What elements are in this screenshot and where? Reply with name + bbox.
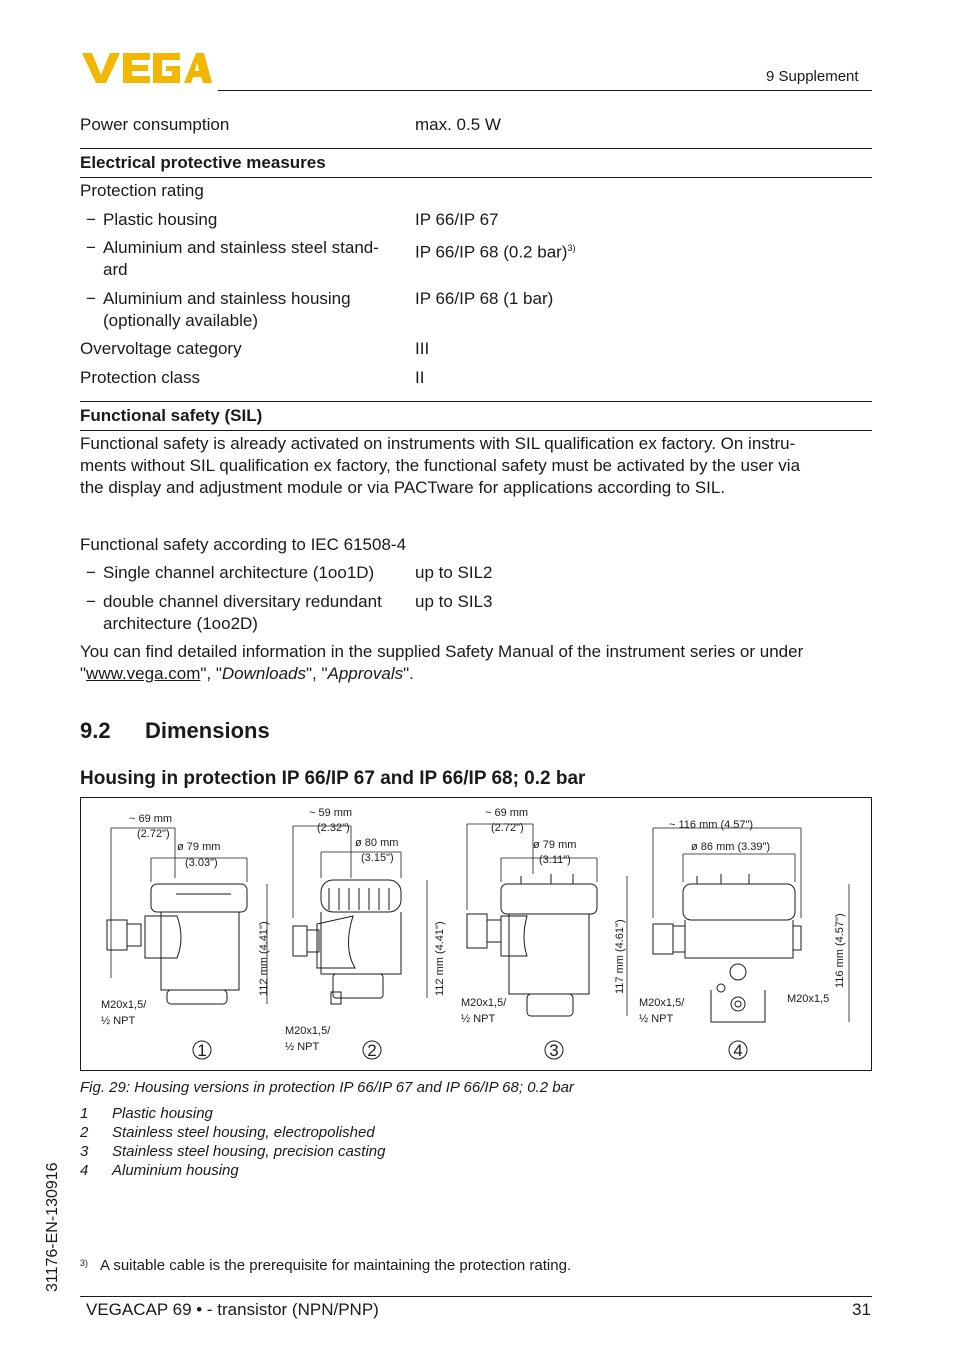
electrical-heading: Electrical protective measures — [80, 153, 326, 172]
figure-box — [80, 797, 872, 1071]
more-info-links: "www.vega.com", "Downloads", "Approvals". — [80, 664, 414, 683]
subheading: Housing in protection IP 66/IP 67 and IP 66/IP 68; 0.2 bar — [80, 768, 586, 789]
h3-dia-inch: (3.11") — [539, 854, 571, 866]
single-value: up to SIL2 — [415, 563, 493, 582]
plastic-housing-drawing — [107, 884, 247, 1004]
h4-height: 116 mm (4.57") — [834, 913, 846, 988]
h4-thread: M20x1,5/ — [639, 997, 685, 1009]
item-label-cont: (optionally available) — [103, 311, 258, 330]
h1-width-inch: (2.72") — [137, 828, 170, 840]
footer-product: VEGACAP 69 • - transistor (NPN/PNP) — [86, 1300, 379, 1319]
rule — [80, 148, 872, 149]
bullet-dash: − — [86, 289, 96, 308]
more-info: You can find detailed information in the supplied Safety Manual of the instrument series or under — [80, 642, 804, 661]
legend-text: Stainless steel housing, electropolished — [112, 1124, 375, 1141]
h4-dia: ø 86 mm (3.39") — [691, 841, 771, 853]
item-value: IP 66/IP 68 (0.2 bar)$^{3)}$ — [415, 242, 576, 262]
section-number: 9.2 — [80, 718, 111, 743]
h2-dia: ø 80 mm — [355, 837, 399, 849]
item-label: Plastic housing — [103, 210, 218, 229]
sil-para: Functional safety is already activated on instruments with SIL qualification ex factory. On instru- — [80, 434, 796, 453]
legend-text: Stainless steel housing, precision casting — [112, 1143, 386, 1160]
h1-thread-cont: ½ NPT — [101, 1015, 136, 1027]
h3-height: 117 mm (4.61") — [614, 919, 626, 994]
legend-number: 3 — [80, 1143, 89, 1160]
item-label: Aluminium and stainless steel stand- — [103, 238, 379, 257]
housing-drawing — [81, 798, 871, 1070]
stainless-precision-drawing — [467, 874, 597, 1016]
header-rule — [218, 90, 872, 91]
h3-width: ~ 69 mm — [485, 807, 529, 819]
rule — [80, 430, 872, 431]
housing-number-2: 2 — [367, 1041, 377, 1060]
h2-width-inch: (2.32") — [317, 822, 350, 834]
page-number: 31 — [852, 1300, 871, 1319]
h2-height: 112 mm (4.41") — [434, 921, 446, 996]
item-label-cont: ard — [103, 260, 128, 279]
housing-number-4: 4 — [733, 1041, 743, 1060]
housing-number-3: 3 — [549, 1041, 559, 1060]
h4-thread-side: M20x1,5 — [787, 993, 830, 1005]
h2-thread-cont: ½ NPT — [285, 1041, 320, 1053]
legend-number: 2 — [80, 1124, 89, 1141]
power-value: max. 0.5 W — [415, 115, 501, 134]
housing-number-1: 1 — [197, 1041, 207, 1060]
bullet-dash: − — [86, 238, 96, 257]
double-label-cont: architecture (1oo2D) — [103, 614, 258, 633]
iec-label: Functional safety according to IEC 61508-4 — [80, 535, 407, 554]
double-label: double channel diversitary redundant — [103, 592, 382, 611]
bullet-dash: − — [86, 563, 96, 582]
h1-thread: M20x1,5/ — [101, 999, 147, 1011]
footnote-text: A suitable cable is the prerequisite for maintaining the protection rating. — [100, 1257, 572, 1274]
protection-rating-label: Protection rating — [80, 181, 204, 200]
h4-thread-cont: ½ NPT — [639, 1013, 674, 1025]
h3-width-inch: (2.72") — [491, 822, 524, 834]
rule — [80, 401, 872, 402]
h1-height: 112 mm (4.41") — [258, 921, 270, 996]
h1-dia-inch: (3.03") — [185, 857, 218, 869]
document-code: 31176-EN-130916 — [44, 1162, 61, 1292]
legend-text: Aluminium housing — [112, 1162, 239, 1179]
h1-dia: ø 79 mm — [177, 841, 221, 853]
vega-link[interactable]: www.vega.com — [86, 664, 201, 683]
footer-rule — [80, 1296, 872, 1297]
bullet-dash: − — [86, 592, 96, 611]
bullet-dash: − — [86, 210, 96, 229]
sil-heading: Functional safety (SIL) — [80, 406, 263, 425]
single-label: Single channel architecture (1oo1D) — [103, 563, 375, 582]
legend-text: Plastic housing — [112, 1105, 213, 1122]
h3-thread-cont: ½ NPT — [461, 1013, 496, 1025]
section-title: Dimensions — [145, 718, 270, 743]
h2-width: ~ 59 mm — [309, 807, 353, 819]
sil-para: the display and adjustment module or via PACTware for applications according to SIL. — [80, 478, 726, 497]
stainless-electropolished-drawing — [293, 880, 401, 1004]
h2-dia-inch: (3.15") — [361, 852, 394, 864]
item-label: Aluminium and stainless housing — [103, 289, 351, 308]
rule — [80, 177, 872, 178]
class-label: Protection class — [80, 368, 200, 387]
legend-number: 4 — [80, 1162, 89, 1179]
h3-thread: M20x1,5/ — [461, 997, 507, 1009]
double-value: up to SIL3 — [415, 592, 493, 611]
item-value: IP 66/IP 68 (1 bar) — [415, 289, 554, 308]
h1-width: ~ 69 mm — [129, 813, 173, 825]
footnote-mark: 3) — [80, 1258, 89, 1268]
figure-caption: Fig. 29: Housing versions in protection IP 66/IP 67 and IP 66/IP 68; 0.2 bar — [80, 1079, 574, 1096]
power-label: Power consumption — [80, 115, 230, 134]
vega-logo — [80, 50, 212, 86]
section-label: 9 Supplement — [766, 68, 859, 85]
h4-width: ~ 116 mm (4.57") — [669, 819, 754, 831]
legend-number: 1 — [80, 1105, 89, 1122]
overvoltage-label: Overvoltage category — [80, 339, 242, 358]
h2-thread: M20x1,5/ — [285, 1025, 331, 1037]
item-value: IP 66/IP 67 — [415, 210, 499, 229]
class-value: II — [415, 368, 425, 387]
h3-dia: ø 79 mm — [533, 839, 577, 851]
overvoltage-value: III — [415, 339, 430, 358]
sil-para: ments without SIL qualification ex factory, the functional safety must be activated by the user via — [80, 456, 801, 475]
dimension-lines — [111, 824, 849, 1022]
